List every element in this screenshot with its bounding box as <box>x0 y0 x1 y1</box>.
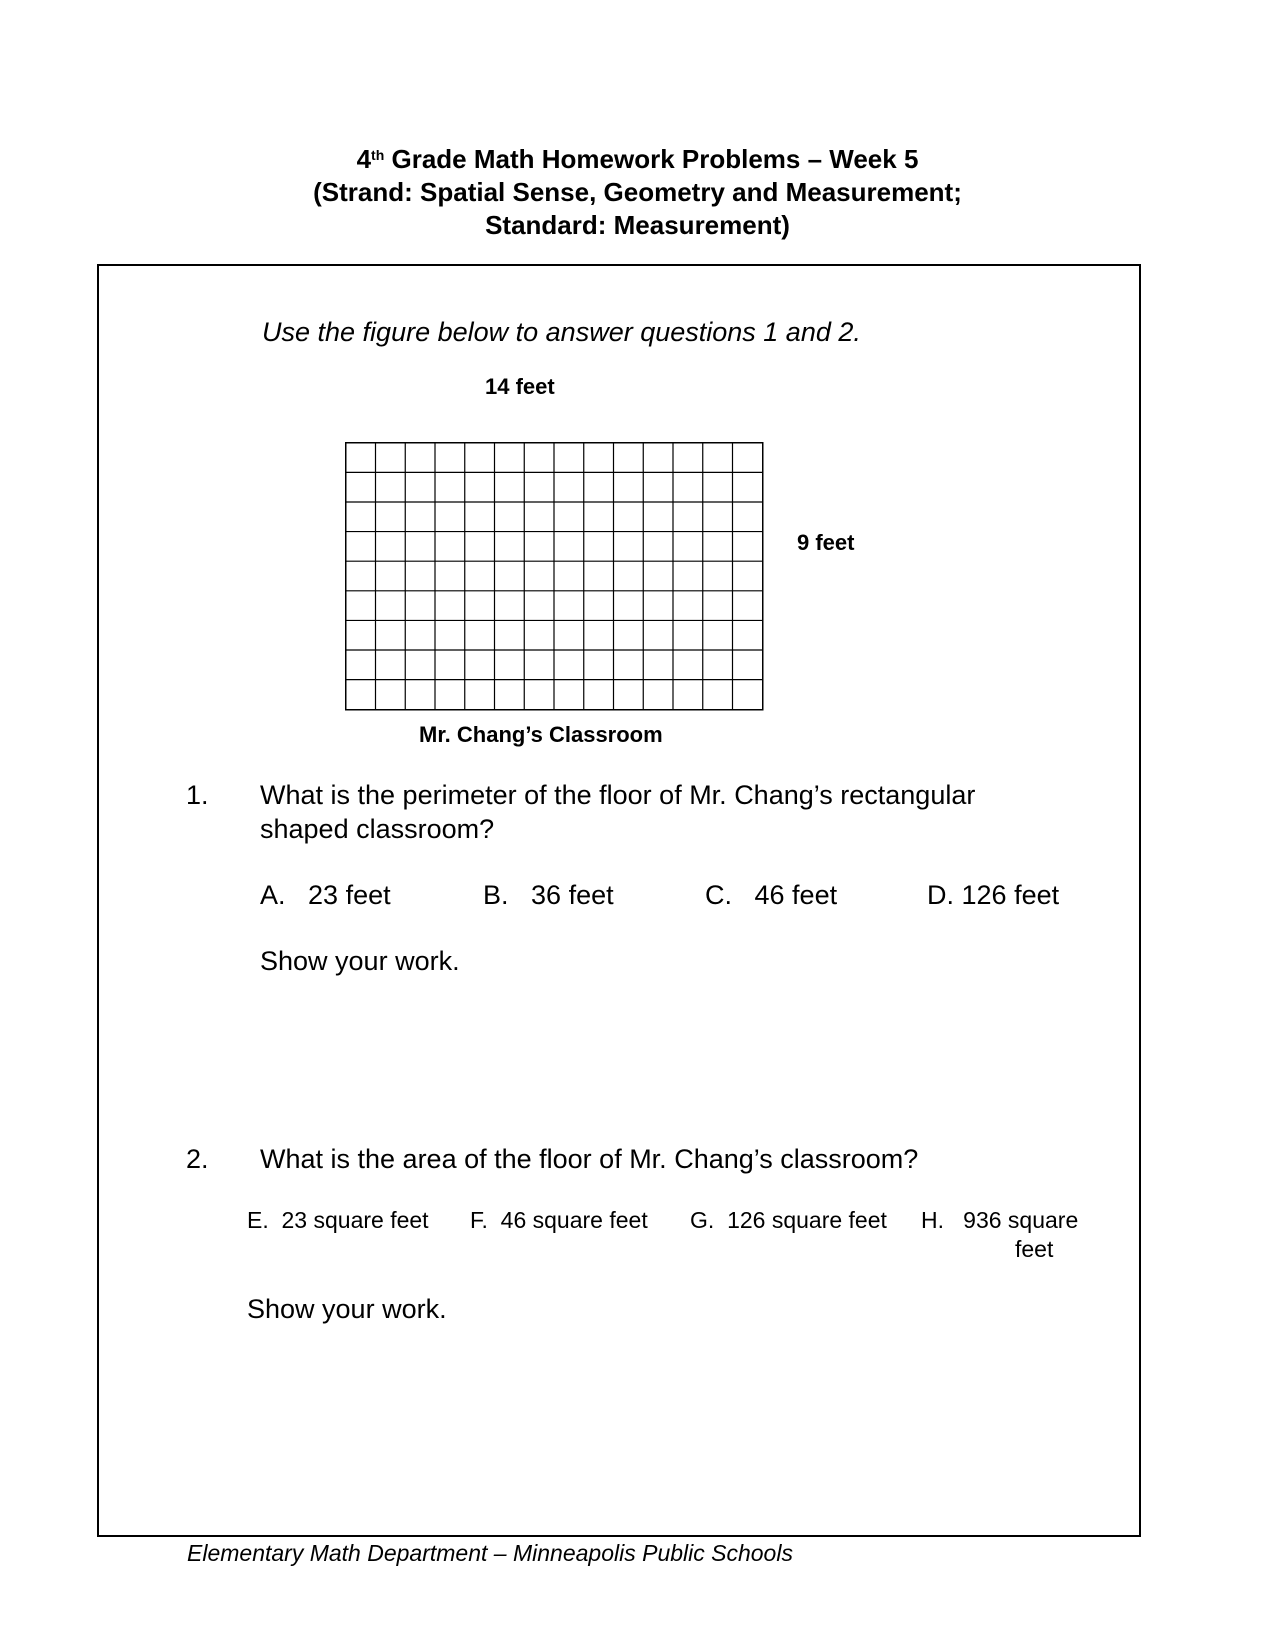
choice-c: C. 46 feet <box>705 880 838 910</box>
classroom-grid-figure <box>345 442 765 712</box>
choice-e: E. 23 square feet <box>247 1207 429 1233</box>
question-2-show-work: Show your work. <box>247 1294 447 1324</box>
figure-width-label: 14 feet <box>485 374 555 399</box>
question-2-text: What is the area of the floor of Mr. Chang’s classroom? <box>260 1144 919 1174</box>
footer-text: Elementary Math Department – Minneapolis Public Schools <box>187 1540 793 1566</box>
choice-h: H. 936 square <box>921 1207 1079 1233</box>
choice-g: G. 126 square feet <box>690 1207 887 1233</box>
choice-f: F. 46 square feet <box>470 1207 648 1233</box>
question-1-number: 1. <box>186 780 209 810</box>
choice-h-continuation: feet <box>1015 1236 1054 1262</box>
question-1-show-work: Show your work. <box>260 946 460 976</box>
question-2-number: 2. <box>186 1144 209 1174</box>
question-1-line-1: What is the perimeter of the floor of Mr. Chang’s rectangular <box>260 780 976 810</box>
page-header <box>0 143 1275 242</box>
choice-d: D. 126 feet <box>927 880 1060 910</box>
figure-caption: Mr. Chang’s Classroom <box>419 722 663 747</box>
question-1-line-2: shaped classroom? <box>260 814 495 844</box>
figure-height-label: 9 feet <box>797 530 855 555</box>
grade-number: 4 <box>356 144 372 174</box>
question-1-text <box>260 778 975 846</box>
strand-line: (Strand: Spatial Sense, Geometry and Measurement; <box>313 177 962 207</box>
standard-line: Standard: Measurement) <box>485 210 790 240</box>
choice-b: B. 36 feet <box>483 880 614 910</box>
choice-a: A. 23 feet <box>260 880 391 910</box>
page-title <box>0 143 1275 176</box>
instruction-text: Use the figure below to answer questions 1 and 2. <box>262 317 861 347</box>
title-text: Grade Math Homework Problems – Week 5 <box>384 144 919 174</box>
grade-suffix: th <box>371 147 385 163</box>
